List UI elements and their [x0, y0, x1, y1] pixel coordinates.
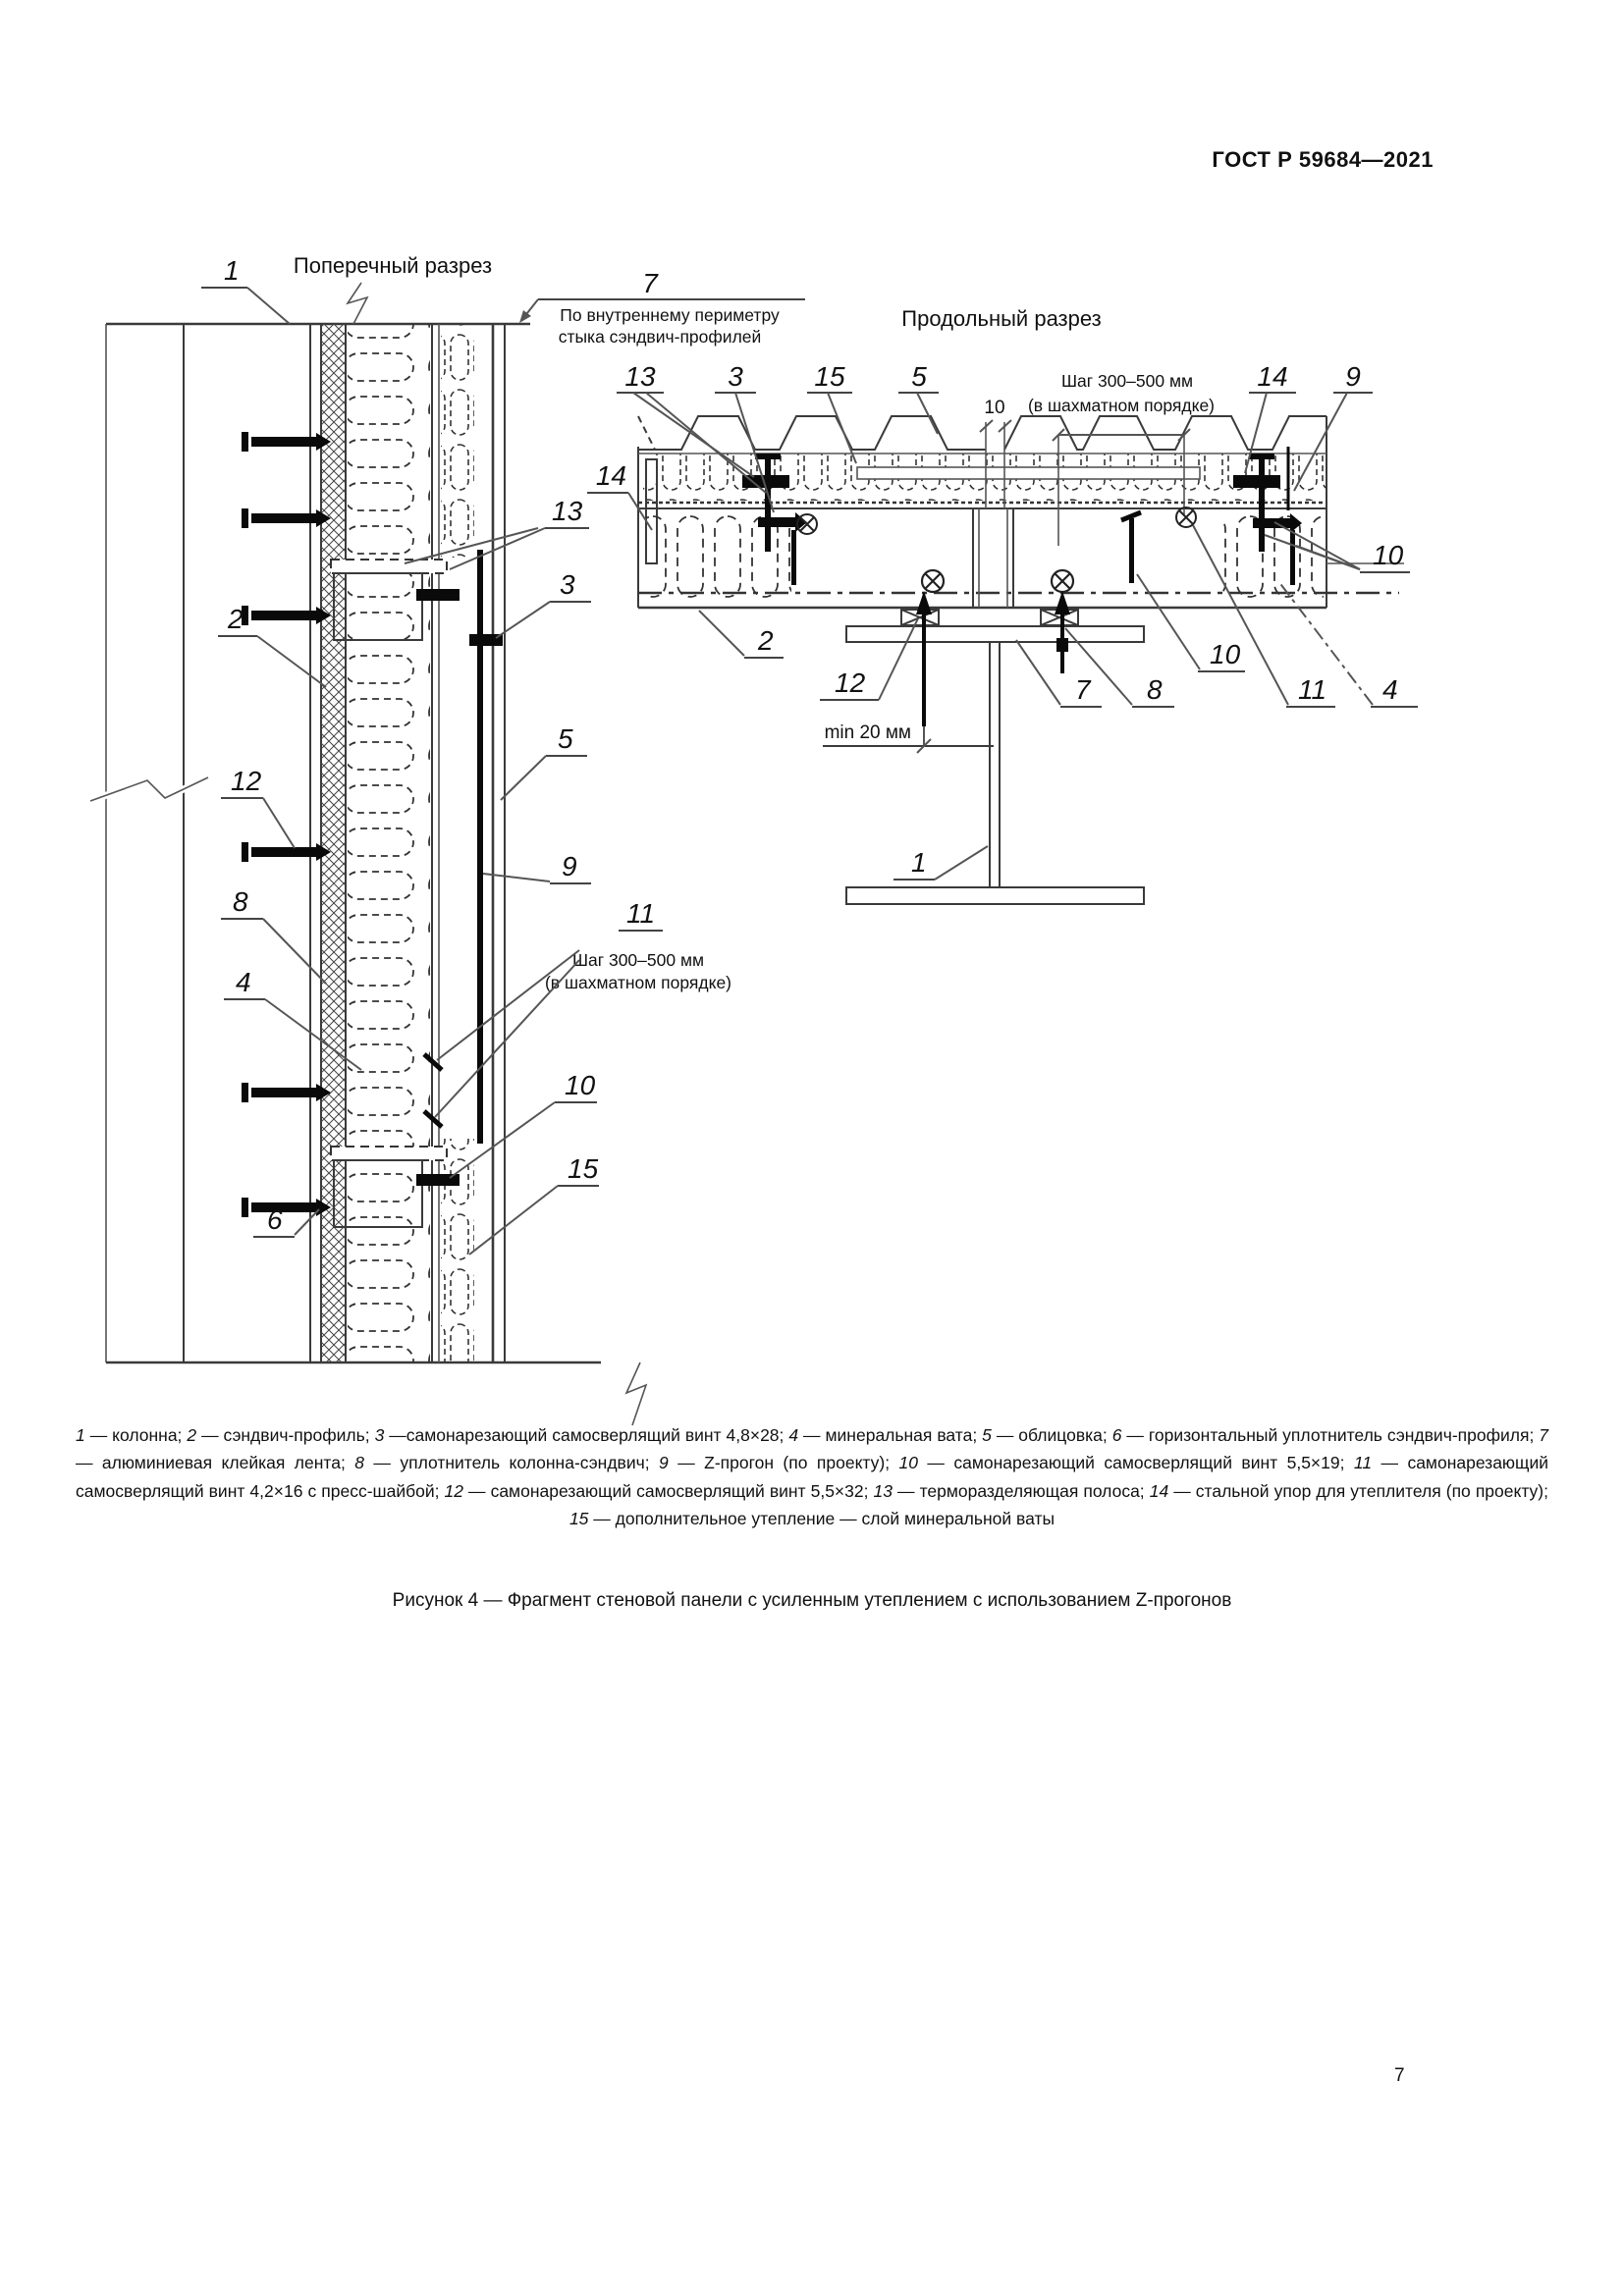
label-10-mid: 10 — [1210, 639, 1241, 669]
pitch-note-line1: Шаг 300–500 мм — [571, 950, 705, 970]
label-9-right: 9 — [1345, 361, 1361, 392]
additional-insulation-top — [441, 324, 474, 558]
label-4: 4 — [236, 967, 251, 997]
pitch-note-line2: (в шахматном порядке) — [544, 973, 732, 992]
label-10: 10 — [565, 1070, 596, 1100]
legend-item: 3 —самонарезающий самосверлящий винт 4,8×28; — [374, 1425, 789, 1445]
legend-item: 2 — сэндвич-профиль; — [187, 1425, 375, 1445]
legend-item: 12 — самонарезающий самосверлящий винт 5,5×32; — [444, 1480, 874, 1501]
pitch-note-right-line1: Шаг 300–500 мм — [1060, 371, 1194, 391]
gap-dimension: 10 — [984, 398, 1005, 418]
legend-item: 14 — стальной упор для утеплителя (по проекту); — [1149, 1480, 1548, 1501]
legend-item: 10 — самонарезающий самосверлящий винт 5,5×19; — [898, 1453, 1354, 1473]
wall-screws — [242, 432, 331, 1217]
screw-heads — [922, 570, 1073, 592]
label-4-long: 4 — [1382, 674, 1398, 705]
legend-item: 6 — горизонтальный уплотнитель сэндвич-профиля; — [1111, 1425, 1540, 1445]
longitudinal-section-drawing — [587, 306, 1418, 904]
label-1-long: 1 — [911, 847, 927, 878]
label-14-right: 14 — [1257, 361, 1288, 392]
label-3: 3 — [560, 569, 575, 600]
label-2-long: 2 — [758, 625, 774, 656]
legend-item: 11 — самонарезающий самосверлящий винт 4,2×16 с пресс-шайбой; — [76, 1453, 1549, 1501]
label-8-long: 8 — [1147, 674, 1163, 705]
legend-item: 5 — облицовка; — [982, 1425, 1112, 1445]
label-11: 11 — [626, 898, 656, 929]
label-15: 15 — [568, 1153, 599, 1184]
label-1: 1 — [224, 255, 240, 286]
label-14-left: 14 — [595, 460, 626, 491]
legend-item: 9 — Z-прогон (по проекту); — [659, 1453, 899, 1473]
label-5-long: 5 — [911, 361, 927, 392]
standard-header: ГОСТ Р 59684—2021 — [1212, 147, 1434, 172]
legend-item: 15 — дополнительное утепление — слой минеральной ваты — [568, 1509, 1056, 1529]
label-5: 5 — [558, 723, 573, 754]
label-7: 7 — [642, 268, 658, 298]
label-8: 8 — [233, 886, 248, 917]
label-12-long: 12 — [835, 667, 866, 698]
legend-item: 13 — терморазделяющая полоса; — [873, 1480, 1150, 1501]
legend — [76, 1421, 1548, 1532]
cross-section-title: Поперечный разрез — [293, 253, 493, 278]
legend-item: 7 — алюминиевая клейкая лента; — [76, 1425, 1548, 1473]
label-12: 12 — [231, 766, 262, 796]
figure-caption: Рисунок 4 — Фрагмент стеновой панели с усиленным утеплением с использованием Z-прогонов — [392, 1590, 1232, 1611]
longitudinal-title: Продольный разрез — [901, 306, 1102, 331]
label-10-right: 10 — [1373, 540, 1404, 570]
label-15-long: 15 — [814, 361, 845, 392]
perimeter-note-line1: По внутреннему периметру — [560, 305, 780, 325]
label-6: 6 — [267, 1204, 283, 1235]
z-purlin-flange — [857, 467, 1200, 479]
label-2: 2 — [228, 604, 244, 634]
label-11-long: 11 — [1298, 674, 1327, 705]
legend-item: 8 — уплотнитель колонна-сэндвич; — [354, 1453, 660, 1473]
cross-section-drawing — [90, 253, 805, 1425]
label-9: 9 — [562, 851, 577, 881]
label-7-long: 7 — [1075, 674, 1091, 705]
label-13: 13 — [552, 496, 583, 526]
legend-item: 4 — минеральная вата; — [788, 1425, 983, 1445]
legend-item: 1 — колонна; — [76, 1425, 188, 1445]
min-embed-dimension: min 20 мм — [824, 722, 911, 743]
label-13-long: 13 — [624, 361, 656, 392]
pitch-note-right-line2: (в шахматном порядке) — [1027, 396, 1216, 415]
label-3-long: 3 — [728, 361, 743, 392]
perimeter-note-line2: стыка сэндвич-профилей — [558, 327, 762, 347]
page-number: 7 — [1394, 2065, 1405, 2086]
